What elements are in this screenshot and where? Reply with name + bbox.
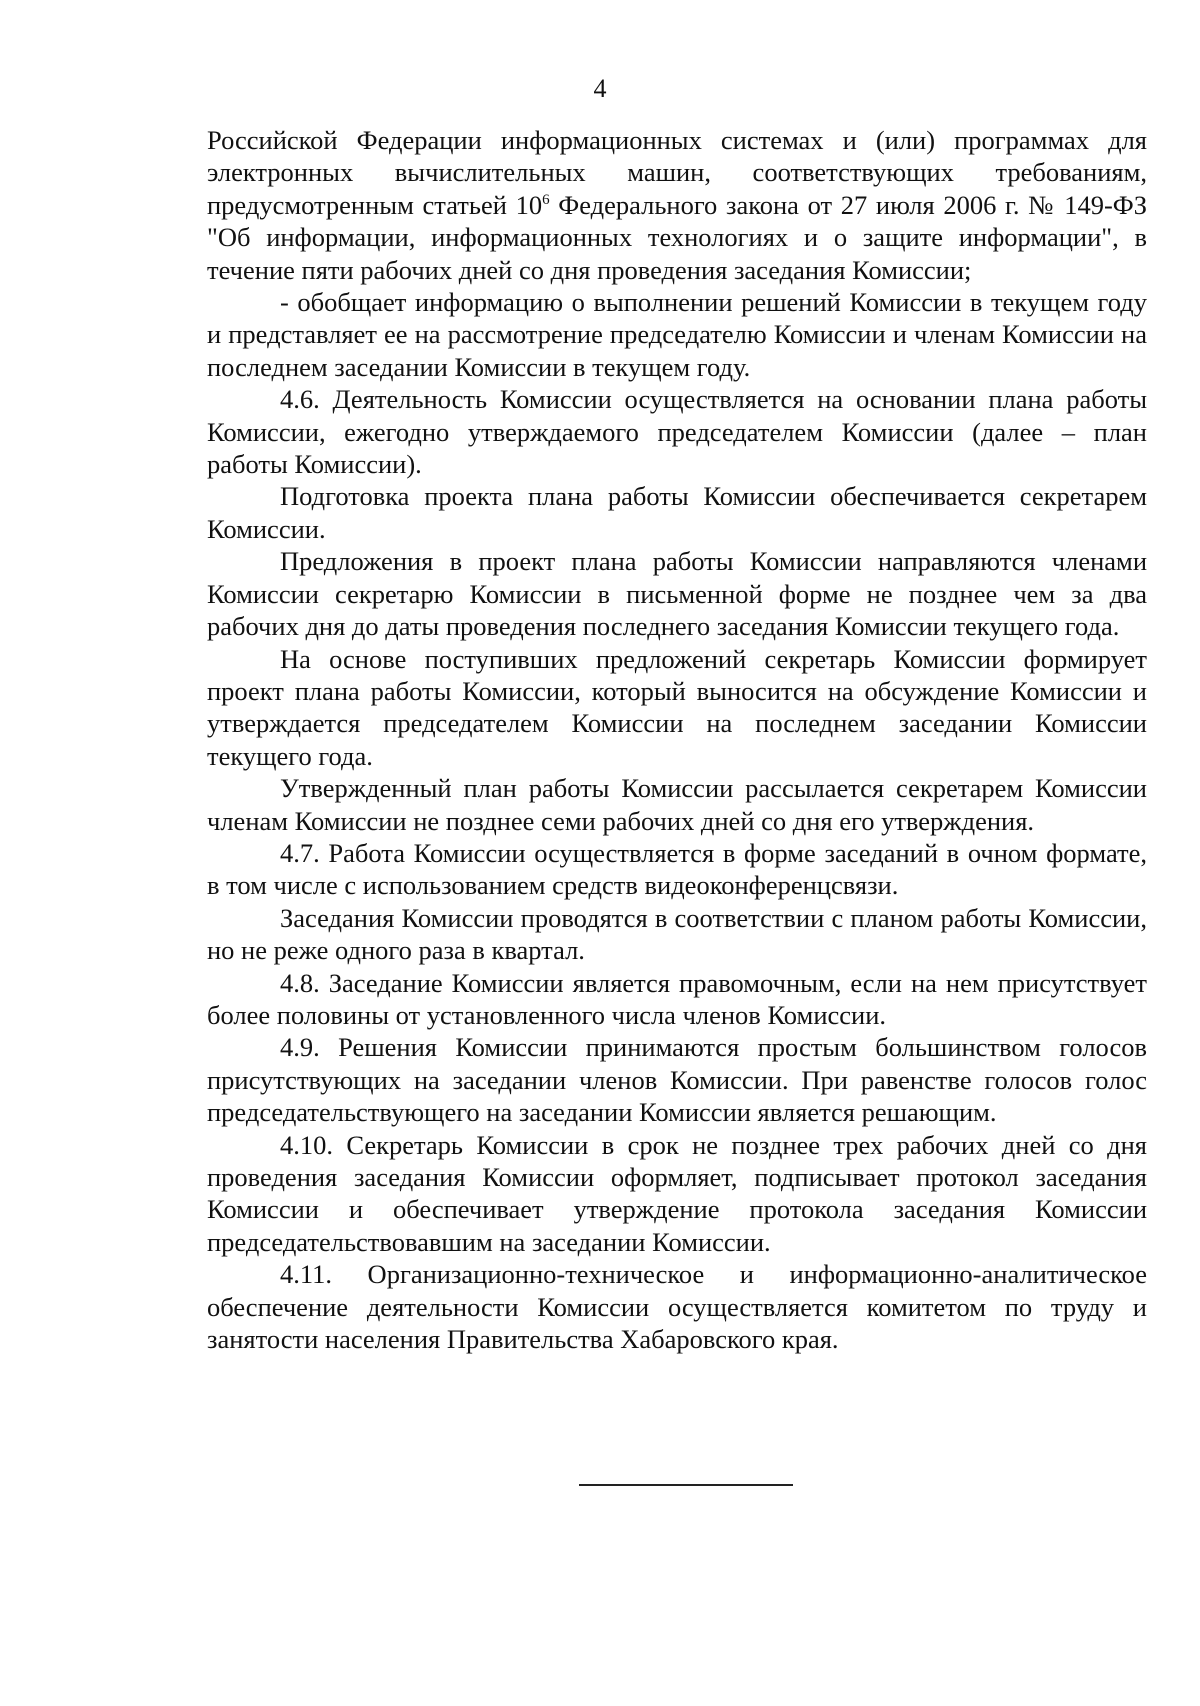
paragraph-text: Федерального закона от 27 июля 2006 г. № 149-ФЗ "Об информации, информационных технологиях и о защите информации", в течение пяти рабочих дней со дня проведения заседания Комиссии; xyxy=(207,189,1148,285)
paragraph-plan-distribution: Утвержденный план работы Комиссии рассылается секретарем Комиссии членам Комиссии не позднее семи рабочих дней со дня его утверждения. xyxy=(207,773,1147,836)
paragraph-summary-duty: - обобщает информацию о выполнении решений Комиссии в текущем году и представляет ее на рассмотрение председателю Комиссии и членам Комиссии на последнем заседании Комиссии в текущем году. xyxy=(207,287,1147,382)
document-body xyxy=(207,124,1147,1355)
paragraph-plan-formation: На основе поступивших предложений секретарь Комиссии формирует проект плана работы Комиссии, который выносится на обсуждение Комиссии и утверждается председателем Комиссии на последнем заседании Комиссии текущего года. xyxy=(207,643,1147,771)
paragraph-4-7: 4.7. Работа Комиссии осуществляется в форме заседаний в очном формате, в том числе с использованием средств видеоконференцсвязи. xyxy=(207,837,1147,901)
paragraph-text: Российской Федерации информационных системах и (или) программах для электронных вычислительных машин, соответствующих требованиям, предусмотренным статьей 10 xyxy=(207,125,1147,220)
paragraph-continuation xyxy=(207,124,1147,286)
page-number: 4 xyxy=(593,74,607,103)
end-of-document-divider xyxy=(579,1484,793,1486)
paragraph-4-10: 4.10. Секретарь Комиссии в срок не позднее трех рабочих дней со дня проведения заседания Комиссии оформляет, подписывает протокол заседания Комиссии и обеспечивает утверждение протокола заседания Комиссии председательствовавшим на заседании Комиссии. xyxy=(207,1129,1147,1257)
paragraph-4-11: 4.11. Организационно-техническое и информационно-аналитическое обеспечение деятельности Комиссии осуществляется комитетом по труду и занятости населения Правительства Хабаровского края. xyxy=(207,1259,1147,1355)
paragraph-4-6: 4.6. Деятельность Комиссии осуществляется на основании плана работы Комиссии, ежегодно утверждаемого председателем Комиссии (далее – план работы Комиссии). xyxy=(207,384,1147,480)
paragraph-4-8: 4.8. Заседание Комиссии является правомочным, если на нем присутствует более половины от установленного числа членов Комиссии. xyxy=(207,967,1147,1030)
superscript-article-index: 6 xyxy=(542,191,550,208)
paragraph-plan-proposals: Предложения в проект плана работы Комиссии направляются членами Комиссии секретарю Комиссии в письменной форме не позднее чем за два рабочих дня до даты проведения последнего заседания Комиссии текущего года. xyxy=(207,546,1147,642)
paragraph-meeting-frequency: Заседания Комиссии проводятся в соответствии с планом работы Комиссии, но не реже одного раза в квартал. xyxy=(207,902,1147,966)
paragraph-plan-preparation: Подготовка проекта плана работы Комиссии обеспечивается секретарем Комиссии. xyxy=(207,481,1147,544)
paragraph-4-9: 4.9. Решения Комиссии принимаются простым большинством голосов присутствующих на заседании членов Комиссии. При равенстве голосов голос председательствующего на заседании Комиссии является решающим. xyxy=(207,1032,1147,1128)
